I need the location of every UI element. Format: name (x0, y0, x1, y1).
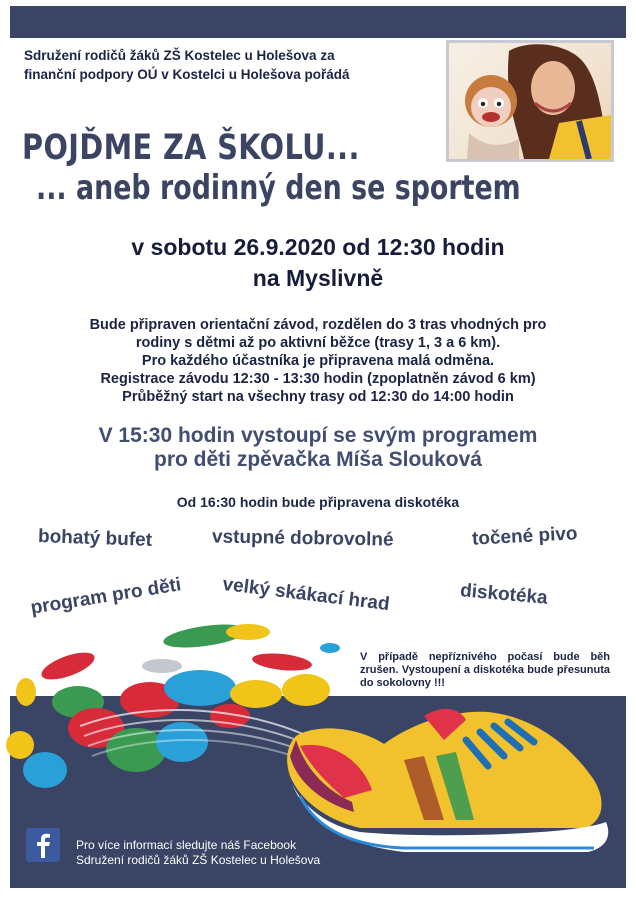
weather-note: V případě nepříznivého počasí bude běh zrušen. Vystoupení a diskotéka bude přesunuta do sokolovny !!! (360, 651, 610, 689)
detail-line: Pro každého účastníka je připravena malá odměna. (141, 353, 495, 369)
facebook-line-1: Pro více informací sledujte náš Facebook (76, 838, 297, 852)
detail-line: Bude připraven orientační závod, rozdělen do 3 tras vhodných pro (89, 317, 547, 333)
venue-line: na Myslivně (252, 265, 384, 291)
detail-line: Průběžný start na všechny trasy od 12:30 do 14:00 hodin (122, 389, 514, 405)
feature-kids-program: program pro děti (29, 574, 183, 619)
detail-line: Registrace závodu 12:30 - 13:30 hodin (zpoplatněn závod 6 km) (100, 371, 536, 387)
feature-bouncy-castle: velký skákací hrad (221, 573, 391, 616)
feature-buffet: bohatý bufet (37, 526, 153, 551)
event-title: POJĎME ZA ŠKOLU... (22, 128, 360, 168)
facebook-logo-glyph (26, 828, 60, 862)
detail-line: rodiny s dětmi až po aktivní běžce (trasy 1, 3 a 6 km). (135, 335, 501, 351)
performer-line-1: V 15:30 hodin vystoupí se svým programem (98, 424, 538, 447)
feature-admission: vstupné dobrovolné (211, 526, 394, 551)
performer-line-2: pro děti zpěvačka Míša Slouková (154, 448, 482, 471)
event-subtitle: ... aneb rodinný den se sportem (36, 168, 521, 208)
disco-announcement: Od 16:30 hodin bude připravena diskotéka (176, 494, 460, 510)
intro-line-1: Sdružení rodičů žáků ZŠ Kostelec u Holešova za (24, 48, 335, 63)
facebook-info (76, 838, 320, 868)
date-line: v sobotu 26.9.2020 od 12:30 hodin (131, 234, 505, 260)
facebook-icon[interactable] (26, 828, 60, 862)
feature-beer: točené pivo (471, 523, 579, 550)
intro-line-2: finanční podpory OÚ v Kostelci u Holešova pořádá (24, 67, 350, 82)
facebook-line-2: Sdružení rodičů žáků ZŠ Kostelec u Holešova (76, 853, 321, 867)
feature-disco: diskotéka (459, 580, 549, 609)
